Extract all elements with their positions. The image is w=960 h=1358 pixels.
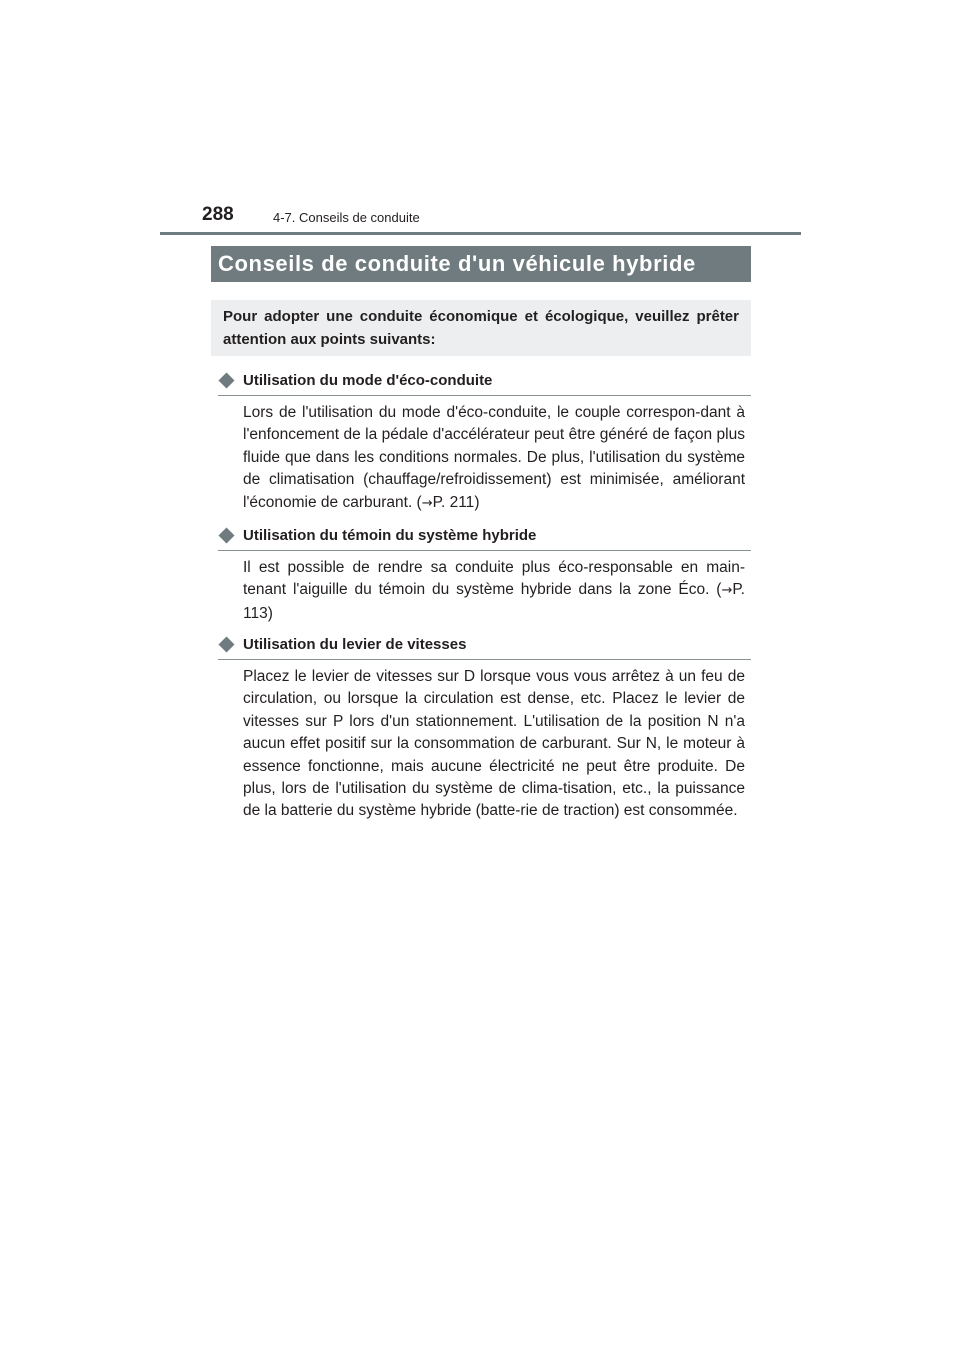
paragraph-text: Il est possible de rendre sa conduite plus éco-responsable en main-tenant l'aiguille du témoin du système hybride dans la zone Éco. ( (243, 559, 745, 599)
intro-box (211, 300, 751, 356)
subheading-label: Utilisation du témoin du système hybride (243, 527, 537, 544)
page-link[interactable]: P. 211 (432, 493, 475, 511)
diamond-icon (218, 527, 235, 544)
paragraph-text: Lors de l'utilisation du mode d'éco-conduite, le couple correspon-dant à l'enfoncement de la pédale d'accélérateur peut être généré de façon plus fluide que dans les conditions normales. De plus, l'utilisation du système de climatisation (chauffage/refroidissement) est minimisée, améliorant l'économie de carburant. ( (243, 404, 745, 511)
intro-text: Pour adopter une conduite économique et écologique, veuillez prêter attention aux points suivants: (223, 308, 739, 348)
page-link[interactable]: P. 113 (243, 581, 745, 622)
paragraph-shift-lever (243, 666, 745, 823)
section-reference: 4-7. Conseils de conduite (273, 210, 420, 225)
paragraph-eco-mode (243, 402, 745, 515)
page-title: Conseils de conduite d'un véhicule hybride (218, 251, 696, 276)
subheading-label: Utilisation du mode d'éco-conduite (243, 372, 493, 389)
subheading-hybrid-indicator (218, 527, 751, 551)
arrow-right-icon: → (721, 583, 733, 599)
diamond-icon (218, 372, 235, 389)
paragraph-text: Placez le levier de vitesses sur D lorsque vous vous arrêtez à un feu de circulation, ou lorsque la circulation est dense, etc. Placez le levier de vitesses sur P lors d'un stationnement. L'utilisation de la position N n'a aucun effet positif sur la consommation de carburant. Sur N, le moteur à essence fonctionne, mais aucune électricité ne peut être produite. De plus, lors de l'utilisation du système de clima-tisation, etc., la puissance de la batterie du système hybride (batte-rie de traction) est consommée. (243, 668, 745, 820)
paragraph-close: ) (474, 493, 480, 511)
paragraph-close: ) (267, 604, 273, 622)
subheading-eco-mode (218, 372, 751, 396)
diamond-icon (218, 636, 235, 653)
page-title-bar (211, 246, 751, 282)
paragraph-hybrid-indicator (243, 557, 745, 625)
subheading-shift-lever (218, 636, 751, 660)
header-rule (160, 232, 801, 235)
subheading-label: Utilisation du levier de vitesses (243, 636, 467, 653)
page-number: 288 (202, 204, 234, 225)
arrow-right-icon: → (421, 495, 433, 511)
